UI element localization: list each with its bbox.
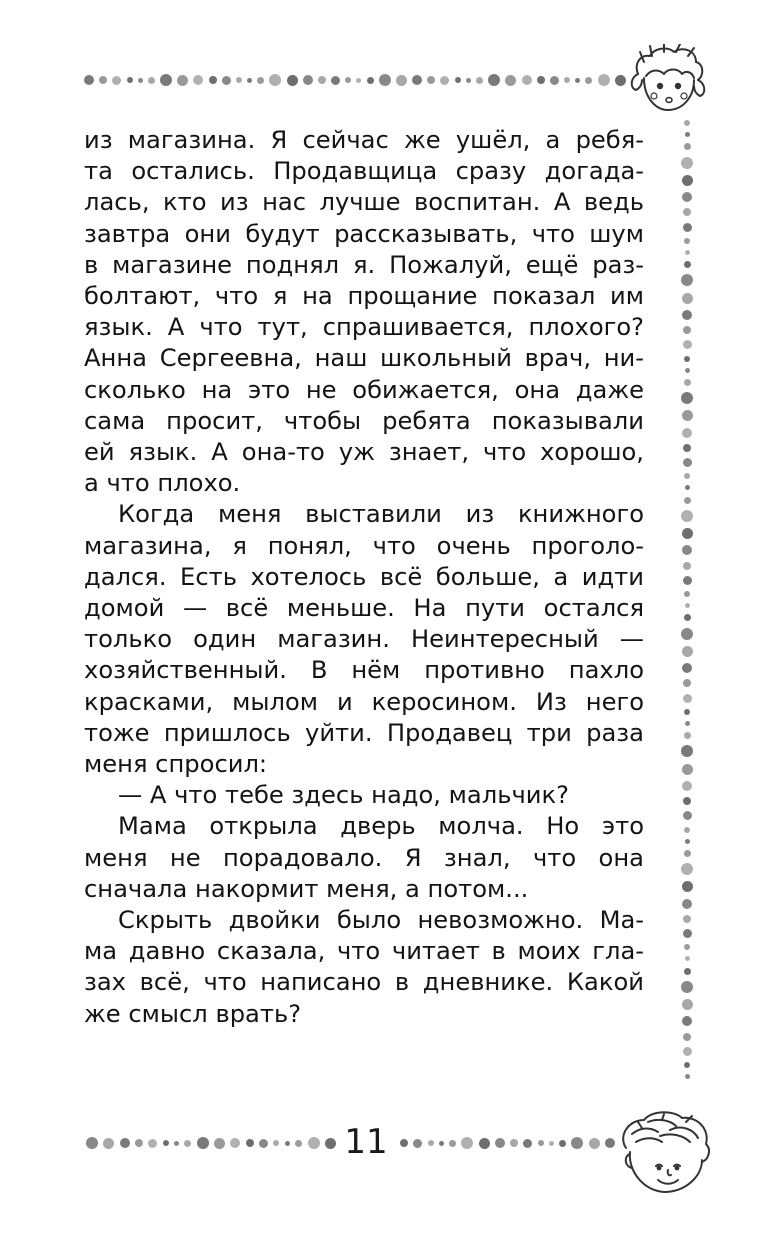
- border-dot: [684, 379, 691, 386]
- text-line: сама просит, чтобы ребята показывали: [84, 406, 644, 435]
- border-dot: [537, 76, 545, 84]
- border-dot: [683, 562, 691, 570]
- border-dot: [683, 223, 692, 232]
- border-dot: [684, 238, 690, 244]
- border-dot: [455, 77, 461, 83]
- text-line: же смысл врать?: [84, 999, 302, 1028]
- page-text: [84, 125, 644, 1030]
- border-dot: [681, 981, 693, 993]
- border-dot: [683, 444, 691, 452]
- border-dot: [682, 545, 692, 555]
- border-dot: [684, 473, 690, 479]
- border-dot: [86, 1137, 98, 1149]
- border-dot: [683, 1033, 691, 1041]
- border-dot: [684, 1062, 690, 1068]
- border-dot: [505, 75, 516, 86]
- border-dot: [318, 76, 326, 84]
- border-dot: [331, 76, 340, 85]
- border-dot: [684, 120, 690, 126]
- border-dot: [684, 261, 691, 268]
- border-dot: [148, 77, 155, 84]
- border-dot: [683, 811, 692, 820]
- border-dot: [682, 899, 692, 909]
- border-dot: [214, 1138, 225, 1149]
- text-line: домой — всё меньше. На пути остался: [84, 594, 644, 623]
- border-dot: [683, 797, 691, 805]
- border-dot: [538, 1140, 544, 1146]
- text-line: магазина, я понял, что очень проголо-: [84, 531, 644, 560]
- bottom-left-dotted-border: [86, 1133, 336, 1153]
- border-dot: [510, 1139, 518, 1147]
- border-dot: [174, 1141, 179, 1146]
- text-line: болтают, что я на прощание показал им: [84, 282, 644, 311]
- border-dot: [138, 78, 143, 83]
- border-dot: [684, 732, 691, 739]
- text-line: завтра они будут рассказывать, что шум: [84, 219, 644, 248]
- border-dot: [303, 75, 313, 85]
- border-dot: [257, 77, 264, 84]
- bottom-right-dotted-border: [400, 1133, 615, 1153]
- border-dot: [682, 192, 692, 202]
- border-dot: [683, 1047, 692, 1056]
- border-dot: [684, 591, 690, 597]
- border-dot: [684, 944, 690, 950]
- text-line: ма давно сказала, что читает в моих гла-: [84, 937, 644, 966]
- border-dot: [683, 340, 692, 349]
- border-dot: [682, 310, 692, 320]
- border-dot: [685, 1074, 690, 1079]
- border-dot: [550, 76, 559, 85]
- border-dot: [160, 74, 172, 86]
- top-dotted-border: [84, 70, 626, 90]
- text-line: хозяйственный. В нём противно пахло: [84, 656, 644, 685]
- border-dot: [685, 721, 690, 726]
- border-dot: [269, 74, 281, 86]
- border-dot: [682, 881, 693, 892]
- border-dot: [683, 208, 691, 216]
- text-line: сколько на это не обижается, она даже: [84, 375, 644, 404]
- border-dot: [682, 999, 693, 1010]
- text-line: в магазине поднял я. Пожалуй, ещё раз-: [84, 250, 644, 279]
- text-line: та остались. Продавщица сразу догада-: [84, 157, 644, 186]
- border-dot: [246, 1139, 254, 1147]
- border-dot: [681, 745, 693, 757]
- right-dotted-border: [676, 120, 698, 1080]
- border-dot: [273, 1140, 279, 1146]
- border-dot: [575, 78, 580, 83]
- border-dot: [684, 827, 690, 833]
- border-dot: [184, 1140, 191, 1147]
- border-dot: [564, 77, 570, 83]
- border-dot: [681, 274, 693, 286]
- border-dot: [684, 497, 691, 504]
- border-dot: [449, 1140, 456, 1147]
- border-dot: [193, 75, 203, 85]
- border-dot: [683, 458, 692, 467]
- border-dot: [685, 839, 690, 844]
- border-dot: [428, 1140, 434, 1146]
- border-dot: [683, 694, 692, 703]
- border-dot: [396, 75, 407, 86]
- text-line: Мама открыла дверь молча. Но это: [118, 812, 644, 841]
- text-line: меня спросил:: [84, 750, 268, 779]
- border-dot: [615, 75, 626, 86]
- border-dot: [682, 410, 693, 421]
- border-dot: [585, 77, 592, 84]
- border-dot: [682, 528, 693, 539]
- border-dot: [120, 1138, 130, 1148]
- border-dot: [308, 1137, 320, 1149]
- border-dot: [209, 76, 217, 84]
- border-dot: [684, 143, 691, 150]
- text-line: Анна Сергеевна, наш школьный врач, ни-: [84, 344, 644, 373]
- border-dot: [685, 603, 690, 608]
- border-dot: [683, 679, 691, 687]
- border-dot: [495, 1138, 505, 1148]
- border-dot: [112, 76, 121, 85]
- border-dot: [682, 293, 693, 304]
- border-dot: [685, 368, 690, 373]
- border-dot: [684, 356, 690, 362]
- border-dot: [197, 1137, 209, 1149]
- border-dot: [681, 510, 693, 522]
- text-line: сначала накормит меня, а потом...: [84, 874, 529, 903]
- text-line: меня не порадовало. Я знал, что она: [84, 843, 644, 872]
- border-dot: [479, 1138, 490, 1149]
- border-dot: [684, 614, 691, 621]
- text-line: дался. Есть хотелось всё больше, а идти: [84, 562, 644, 591]
- border-dot: [466, 78, 471, 83]
- border-dot: [523, 1139, 532, 1148]
- border-dot: [683, 929, 692, 938]
- border-dot: [285, 1141, 290, 1146]
- border-dot: [549, 1141, 554, 1146]
- border-dot: [682, 764, 693, 775]
- text-line: — А что тебе здесь надо, мальчик?: [118, 781, 569, 810]
- border-dot: [681, 392, 693, 404]
- border-dot: [682, 175, 693, 186]
- border-dot: [682, 1016, 692, 1026]
- text-line: красками, мылом и керосином. Из него: [84, 687, 644, 716]
- border-dot: [427, 76, 435, 84]
- text-line: а что плохо.: [84, 469, 241, 498]
- border-dot: [683, 915, 691, 923]
- border-dot: [148, 1139, 157, 1148]
- border-dot: [99, 76, 107, 84]
- border-dot: [127, 77, 133, 83]
- page-number: 11: [344, 1122, 388, 1162]
- border-dot: [598, 74, 610, 86]
- border-dot: [236, 77, 242, 83]
- border-dot: [367, 77, 374, 84]
- text-line: язык. А что тут, спрашивается, плохого?: [84, 313, 644, 342]
- border-dot: [412, 75, 422, 85]
- border-dot: [163, 1140, 169, 1146]
- border-dot: [685, 132, 690, 137]
- border-dot: [379, 74, 391, 86]
- border-dot: [682, 781, 692, 791]
- border-dot: [400, 1139, 408, 1147]
- border-dot: [684, 709, 690, 715]
- border-dot: [682, 428, 692, 438]
- text-line: только один магазин. Неинтересный —: [84, 625, 644, 654]
- border-dot: [589, 1138, 600, 1149]
- border-dot: [230, 1138, 240, 1148]
- border-dot: [488, 74, 500, 86]
- border-dot: [177, 75, 188, 86]
- border-dot: [682, 646, 693, 657]
- border-dot: [684, 850, 691, 857]
- border-dot: [103, 1138, 114, 1149]
- text-line: Когда меня выставили из книжного: [118, 500, 644, 529]
- border-dot: [522, 75, 532, 85]
- border-dot: [287, 75, 298, 86]
- girl-face-icon: [630, 44, 706, 116]
- border-dot: [259, 1139, 268, 1148]
- border-dot: [439, 1141, 444, 1146]
- border-dot: [356, 78, 361, 83]
- border-dot: [559, 1140, 566, 1147]
- border-dot: [683, 326, 691, 334]
- border-dot: [571, 1137, 583, 1149]
- border-dot: [685, 485, 690, 490]
- text-line: лась, кто из нас лучше воспитан. А ведь: [84, 188, 644, 217]
- text-line: зах всё, что написано в дневнике. Какой: [84, 968, 644, 997]
- border-dot: [247, 78, 252, 83]
- text-line: из магазина. Я сейчас же ушёл, а ребя-: [84, 126, 644, 154]
- border-dot: [682, 663, 692, 673]
- border-dot: [461, 1137, 473, 1149]
- border-dot: [683, 576, 692, 585]
- border-dot: [685, 956, 690, 961]
- border-dot: [685, 250, 690, 255]
- border-dot: [684, 968, 691, 975]
- border-dot: [681, 628, 693, 640]
- border-dot: [681, 157, 693, 169]
- border-dot: [295, 1140, 302, 1147]
- border-dot: [84, 75, 94, 85]
- border-dot: [440, 76, 449, 85]
- text-line: ей язык. А она-то уж знает, что хорошо,: [84, 438, 644, 467]
- border-dot: [135, 1139, 143, 1147]
- border-dot: [681, 863, 693, 875]
- boy-face-icon: [612, 1108, 716, 1198]
- border-dot: [222, 76, 231, 85]
- text-line: тоже пришлось уйти. Продавец три раза: [84, 718, 644, 747]
- border-dot: [476, 77, 483, 84]
- text-line: Скрыть двойки было невозможно. Ма-: [118, 906, 644, 935]
- border-dot: [345, 77, 351, 83]
- border-dot: [413, 1139, 422, 1148]
